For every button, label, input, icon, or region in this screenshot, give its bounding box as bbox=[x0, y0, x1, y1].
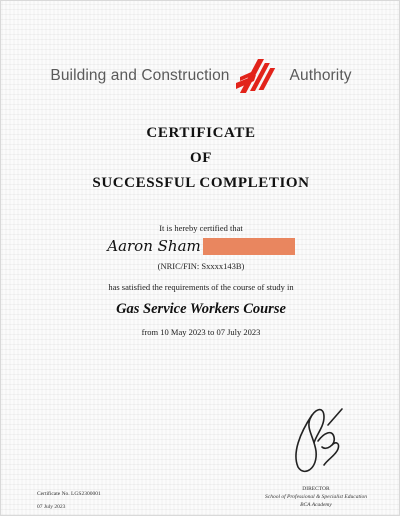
course-name: Gas Service Workers Course bbox=[116, 301, 286, 317]
signatory-title: DIRECTOR bbox=[302, 486, 330, 492]
signatory-academy: BCA Academy bbox=[300, 502, 332, 508]
intro-text: It is hereby certified that bbox=[159, 223, 243, 233]
title-line-2: OF bbox=[189, 150, 213, 166]
organization-header bbox=[1, 59, 400, 93]
issue-date: 07 July 2023 bbox=[37, 504, 66, 510]
bca-logo-icon bbox=[234, 59, 286, 93]
redaction-box bbox=[203, 238, 295, 255]
title-line-3: SUCCESSFUL COMPLETION bbox=[92, 175, 310, 191]
organization-name-right: Authority bbox=[289, 67, 352, 84]
requirement-text: has satisfied the requirements of the course of study in bbox=[108, 282, 294, 292]
recipient-name: Aaron Sham bbox=[107, 237, 201, 255]
director-signature bbox=[288, 395, 346, 479]
recipient-row bbox=[1, 237, 400, 255]
date-range: from 10 May 2023 to 07 July 2023 bbox=[141, 327, 261, 337]
certificate-number: Certificate No. LGS2300001 bbox=[37, 491, 101, 497]
title-line-1: CERTIFICATE bbox=[146, 125, 256, 141]
organization-name-left: Building and Construction bbox=[50, 67, 230, 84]
signatory-block bbox=[265, 485, 367, 509]
certificate-title bbox=[1, 121, 400, 196]
signatory-school: School of Professional & Specialist Education bbox=[265, 494, 367, 500]
recipient-id: (NRIC/FIN: Sxxxx143B) bbox=[157, 261, 245, 271]
